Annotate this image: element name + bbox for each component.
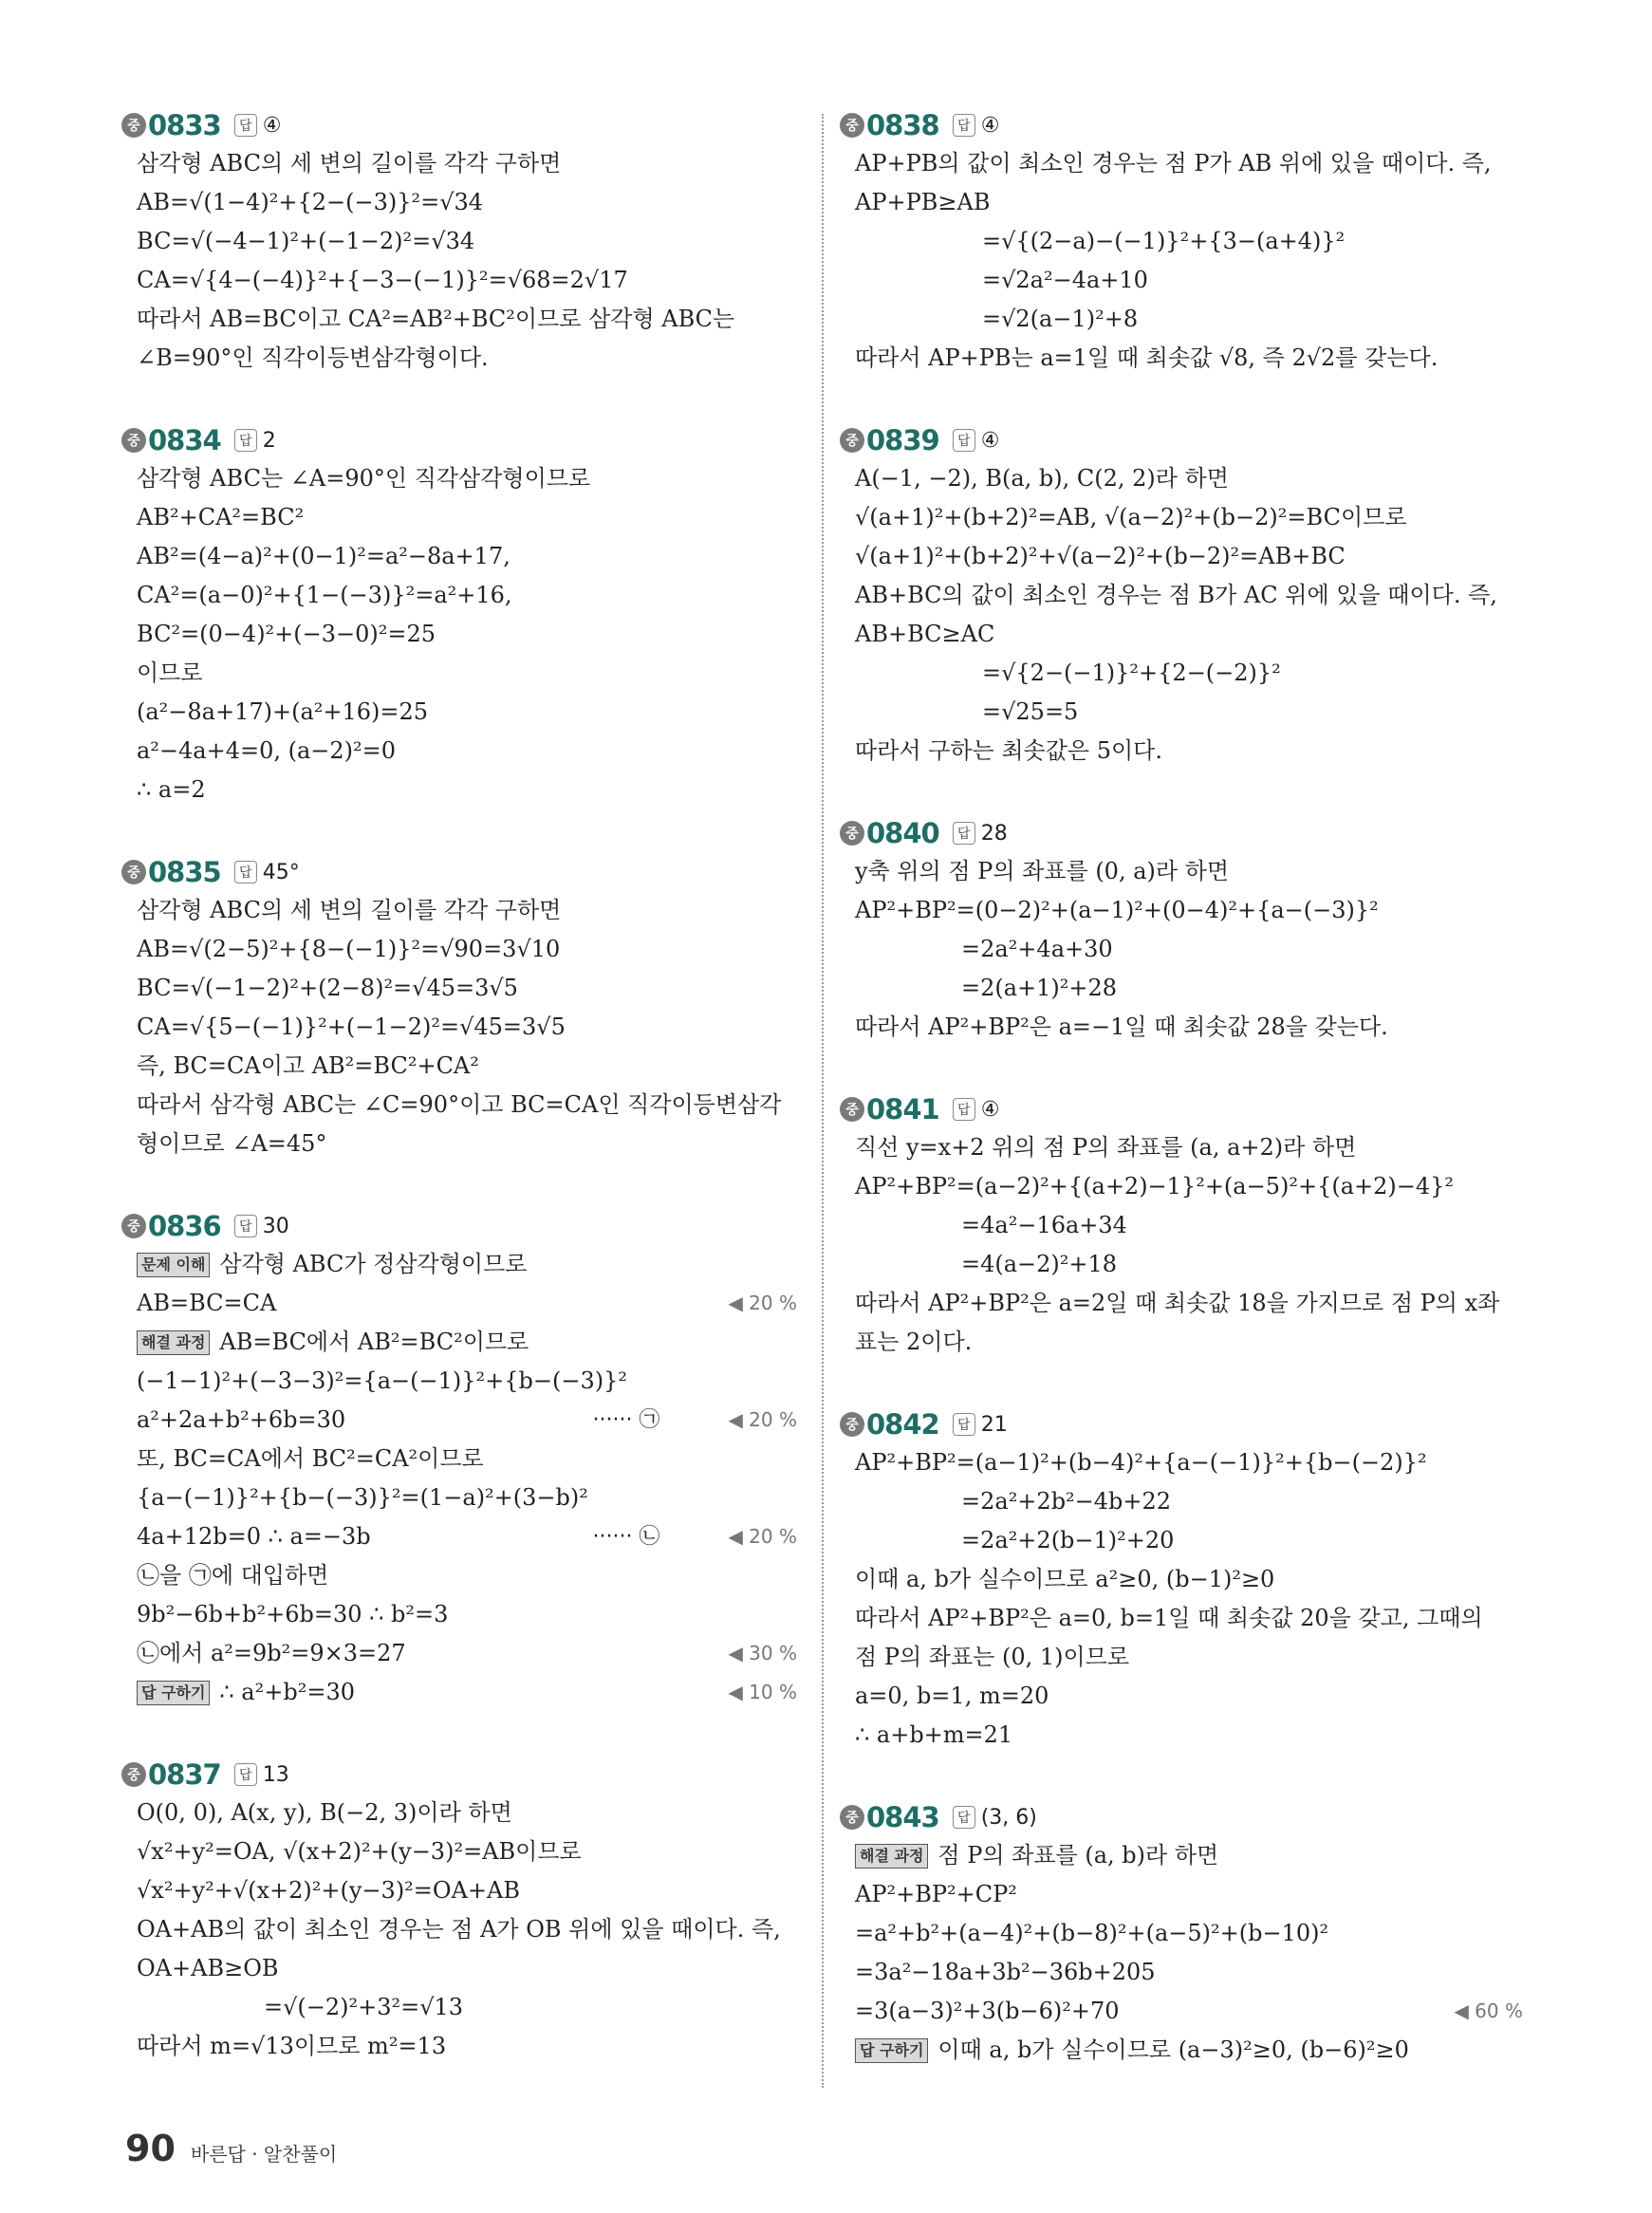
- solution-line: [121, 654, 797, 693]
- problem-header: [121, 1756, 797, 1794]
- solution-line: [840, 969, 1523, 1008]
- solution-line: [840, 852, 1523, 891]
- problem-number: 0836: [148, 1210, 221, 1242]
- answer-label-box: 답: [234, 1215, 257, 1237]
- solution-text: =3a²−18a+3b²−36b+205: [855, 1959, 1156, 1985]
- solution-line: [121, 969, 797, 1008]
- solution-line: [840, 1599, 1523, 1638]
- answer-label-box: 답: [953, 1806, 975, 1829]
- solution-line: [840, 1323, 1523, 1362]
- solution-text: OA+AB의 값이 최소인 경우는 점 A가 OB 위에 있을 때이다. 즉,: [137, 1916, 781, 1943]
- solution-line: [121, 1517, 797, 1556]
- answer-label-box: 답: [234, 429, 257, 452]
- difficulty-badge: 중: [121, 113, 146, 138]
- solution-line: [840, 1128, 1523, 1167]
- solution-line: [121, 300, 797, 339]
- problem-header: [121, 1207, 797, 1245]
- solution-text: =√2(a−1)²+8: [982, 306, 1139, 332]
- solution-text: (a²−8a+17)+(a²+16)=25: [137, 698, 429, 725]
- solution-text: 이므로: [137, 660, 203, 686]
- solution-text: OA+AB≥OB: [137, 1955, 279, 1981]
- solution-line: [840, 261, 1523, 300]
- solution-line: [121, 693, 797, 732]
- solution-line: [121, 1832, 797, 1871]
- solution-text: 또, BC=CA에서 BC²=CA²이므로: [137, 1445, 484, 1472]
- solution-line: [840, 1914, 1523, 1953]
- problem-0837: [121, 1756, 797, 2066]
- solution-line: [121, 1910, 797, 1949]
- answer-value: 13: [262, 1762, 289, 1787]
- solution-text: =3(a−3)²+3(b−6)²+70: [855, 1998, 1120, 2024]
- solution-text: 삼각형 ABC의 세 변의 길이를 각각 구하면: [137, 897, 562, 923]
- difficulty-badge: 중: [840, 1412, 864, 1437]
- solution-line: [121, 1047, 797, 1086]
- solution-text: ∴ a²+b²=30: [219, 1679, 355, 1705]
- difficulty-badge: 중: [840, 821, 864, 846]
- solution-line: [121, 1284, 797, 1323]
- solution-text: ㉡에서 a²=9b²=9×3=27: [137, 1640, 406, 1666]
- problem-number: 0835: [148, 856, 221, 888]
- answer-value: ④: [980, 428, 1000, 453]
- solution-text: 따라서 삼각형 ABC는 ∠C=90°이고 BC=CA인 직각이등변삼각: [137, 1091, 782, 1118]
- answer-value: ④: [980, 113, 1000, 138]
- solution-line: [121, 144, 797, 183]
- solution-line: [121, 1008, 797, 1047]
- solution-text: ∠B=90°인 직각이등변삼각형이다.: [137, 344, 489, 371]
- column-divider: [822, 114, 824, 2088]
- solution-text: BC=√(−4−1)²+(−1−2)²=√34: [137, 228, 475, 254]
- solution-line: [121, 1125, 797, 1163]
- solution-line: [840, 693, 1523, 732]
- solution-line: [121, 1949, 797, 1988]
- solution-text: =4(a−2)²+18: [961, 1251, 1118, 1277]
- left-column: [121, 106, 797, 2110]
- solution-line: [121, 1556, 797, 1595]
- solution-line: [121, 1401, 797, 1440]
- problem-number: 0839: [866, 424, 939, 456]
- solution-text: ㉡을 ㉠에 대입하면: [137, 1562, 329, 1589]
- solution-line: [121, 537, 797, 576]
- answer-value: 45°: [262, 860, 300, 884]
- solution-line: [121, 1871, 797, 1910]
- solution-line: [840, 1677, 1523, 1716]
- solution-line: [840, 222, 1523, 261]
- problem-header: [840, 1090, 1523, 1128]
- solution-line: [121, 1086, 797, 1125]
- solution-text: =√25=5: [982, 698, 1079, 725]
- problem-header: [121, 853, 797, 891]
- score-percent: ◀ 60 %: [1454, 1999, 1523, 2022]
- solution-line: [840, 654, 1523, 693]
- solution-text: 즉, BC=CA이고 AB²=BC²+CA²: [137, 1052, 479, 1079]
- solution-text: AB²=(4−a)²+(0−1)²=a²−8a+17,: [137, 543, 510, 569]
- answer-label-box: 답: [953, 114, 975, 137]
- problem-0841: [840, 1090, 1523, 1362]
- solution-line: [121, 771, 797, 809]
- problem-header: [840, 106, 1523, 144]
- solution-line: [121, 1794, 797, 1832]
- problem-0839: [840, 421, 1523, 771]
- solution-text: AP+PB의 값이 최소인 경우는 점 P가 AB 위에 있을 때이다. 즉,: [855, 150, 1492, 177]
- solution-text: AB+BC≥AC: [855, 621, 995, 647]
- solution-line: [840, 183, 1523, 222]
- solution-line: [121, 1440, 797, 1478]
- problem-header: [840, 814, 1523, 852]
- answer-value: ④: [262, 113, 282, 138]
- solution-line: [121, 339, 797, 378]
- solution-text: 따라서 AP²+BP²은 a=0, b=1일 때 최솟값 20을 갖고, 그때의: [855, 1605, 1483, 1631]
- answer-value: ④: [980, 1097, 1000, 1122]
- problem-0834: [121, 421, 797, 809]
- solution-text: =√(−2)²+3²=√13: [264, 1994, 464, 2020]
- solution-text: a²−4a+4=0, (a−2)²=0: [137, 737, 397, 764]
- solution-text: AB=BC에서 AB²=BC²이므로: [219, 1329, 529, 1355]
- difficulty-badge: 중: [840, 428, 864, 453]
- book-title: 바른답 · 알찬풀이: [190, 2143, 338, 2166]
- solution-text: =√{(2−a)−(−1)}²+{3−(a+4)}²: [982, 228, 1346, 254]
- answer-label-box: 답: [953, 429, 975, 452]
- solution-text: 따라서 구하는 최솟값은 5이다.: [855, 737, 1162, 764]
- answer-label-box: 답: [953, 822, 975, 845]
- problem-header: [840, 421, 1523, 459]
- answer-label-box: 답: [234, 114, 257, 137]
- problem-0833: [121, 106, 797, 378]
- difficulty-badge: 중: [121, 1214, 146, 1238]
- solution-text: {a−(−1)}²+{b−(−3)}²=(1−a)²+(3−b)²: [137, 1484, 588, 1511]
- solution-text: 이때 a, b가 실수이므로 (a−3)²≥0, (b−6)²≥0: [937, 2036, 1409, 2063]
- problem-number: 0843: [866, 1801, 939, 1833]
- difficulty-badge: 중: [121, 860, 146, 884]
- solution-line: [121, 261, 797, 300]
- solution-text: AB=√(1−4)²+{2−(−3)}²=√34: [137, 189, 484, 215]
- solution-line: [840, 1716, 1523, 1755]
- right-column: [840, 106, 1523, 2113]
- solution-line: [121, 930, 797, 969]
- solution-text: √x²+y²=OA, √(x+2)²+(y−3)²=AB이므로: [137, 1838, 582, 1865]
- solution-line: [840, 339, 1523, 378]
- solution-line: [121, 615, 797, 654]
- solution-text: AP²+BP²=(a−2)²+{(a+2)−1}²+(a−5)²+{(a+2)−4}²: [855, 1173, 1455, 1199]
- solution-text: =√{2−(−1)}²+{2−(−2)}²: [982, 660, 1281, 686]
- solution-line: [840, 930, 1523, 969]
- solution-text: 이때 a, b가 실수이므로 a²≥0, (b−1)²≥0: [855, 1566, 1275, 1592]
- problem-0838: [840, 106, 1523, 378]
- problem-0840: [840, 814, 1523, 1047]
- solution-line: [121, 222, 797, 261]
- solution-line: [121, 183, 797, 222]
- solution-line: [121, 1245, 797, 1284]
- solution-text: 9b²−6b+b²+6b=30 ∴ b²=3: [137, 1601, 449, 1627]
- score-percent: ◀ 20 %: [728, 1292, 797, 1314]
- solution-text: 따라서 m=√13이므로 m²=13: [137, 2033, 447, 2059]
- difficulty-badge: 중: [121, 428, 146, 453]
- score-percent: ◀ 20 %: [728, 1525, 797, 1548]
- solution-line: [840, 1482, 1523, 1521]
- solution-text: A(−1, −2), B(a, b), C(2, 2)라 하면: [855, 465, 1229, 492]
- solution-line: [840, 498, 1523, 537]
- solution-line: [840, 1875, 1523, 1914]
- solution-line: [840, 1443, 1523, 1482]
- problem-number: 0841: [866, 1093, 939, 1125]
- step-tag: 해결 과정: [137, 1330, 210, 1355]
- score-percent: ◀ 10 %: [728, 1681, 797, 1703]
- solution-text: (−1−1)²+(−3−3)²={a−(−1)}²+{b−(−3)}²: [137, 1367, 627, 1394]
- answer-label-box: 답: [234, 1763, 257, 1786]
- problem-header: [121, 421, 797, 459]
- solution-text: AP²+BP²=(a−1)²+(b−4)²+{a−(−1)}²+{b−(−2)}²: [855, 1449, 1427, 1476]
- solution-line: [121, 1988, 797, 2027]
- solution-text: ∴ a=2: [137, 776, 206, 803]
- solution-text: =a²+b²+(a−4)²+(b−8)²+(a−5)²+(b−10)²: [855, 1920, 1329, 1946]
- solution-text: AP²+BP²=(0−2)²+(a−1)²+(0−4)²+{a−(−3)}²: [855, 897, 1379, 923]
- solution-line: [121, 1323, 797, 1362]
- solution-line: [121, 498, 797, 537]
- difficulty-badge: 중: [840, 1097, 864, 1122]
- solution-text: 표는 2이다.: [855, 1329, 973, 1355]
- answer-value: 28: [980, 821, 1008, 846]
- solution-line: [840, 1638, 1523, 1677]
- solution-line: [840, 576, 1523, 615]
- solution-line: [840, 891, 1523, 930]
- solution-line: [840, 615, 1523, 654]
- solution-line: [840, 1008, 1523, 1047]
- solution-line: [840, 537, 1523, 576]
- solution-text: √(a+1)²+(b+2)²=AB, √(a−2)²+(b−2)²=BC이므로: [855, 504, 1407, 530]
- solution-text: ∴ a+b+m=21: [855, 1721, 1013, 1748]
- answer-label-box: 답: [234, 861, 257, 883]
- solution-line: [121, 1595, 797, 1634]
- solution-text: 형이므로 ∠A=45°: [137, 1130, 327, 1157]
- answer-value: 30: [262, 1214, 289, 1238]
- solution-line: [840, 732, 1523, 771]
- solution-line: [840, 2031, 1523, 2070]
- answer-value: (3, 6): [980, 1805, 1037, 1830]
- solution-line: [121, 1673, 797, 1712]
- solution-text: AB=BC=CA: [137, 1290, 277, 1316]
- solution-text: 따라서 AP+PB는 a=1일 때 최솟값 √8, 즉 2√2를 갖는다.: [855, 344, 1439, 371]
- solution-line: [121, 732, 797, 771]
- solution-text: AB+BC의 값이 최소인 경우는 점 B가 AC 위에 있을 때이다. 즉,: [855, 582, 1497, 608]
- solution-text: √x²+y²+√(x+2)²+(y−3)²=OA+AB: [137, 1877, 520, 1904]
- answer-label-box: 답: [953, 1413, 975, 1436]
- solution-text: 직선 y=x+2 위의 점 P의 좌표를 (a, a+2)라 하면: [855, 1134, 1357, 1161]
- score-percent: ◀ 20 %: [728, 1408, 797, 1431]
- solution-line: [840, 144, 1523, 183]
- solution-text: =2a²+2(b−1)²+20: [961, 1527, 1175, 1553]
- problem-0835: [121, 853, 797, 1163]
- solution-text: 4a+12b=0 ∴ a=−3b: [137, 1523, 371, 1550]
- solution-text: √(a+1)²+(b+2)²+√(a−2)²+(b−2)²=AB+BC: [855, 543, 1346, 569]
- solution-text: 따라서 AB=BC이고 CA²=AB²+BC²이므로 삼각형 ABC는: [137, 306, 735, 332]
- step-tag: 해결 과정: [855, 1844, 928, 1869]
- equation-marker: ······ ㉡: [592, 1525, 660, 1549]
- page-footer: [125, 2128, 337, 2169]
- solution-line: [840, 459, 1523, 498]
- solution-line: [121, 1478, 797, 1517]
- problem-number: 0834: [148, 424, 221, 456]
- solution-text: CA=√{5−(−1)}²+(−1−2)²=√45=3√5: [137, 1014, 566, 1040]
- problem-0842: [840, 1405, 1523, 1755]
- solution-line: [840, 1167, 1523, 1206]
- solution-line: [840, 1206, 1523, 1245]
- solution-line: [840, 1521, 1523, 1560]
- solution-text: a=0, b=1, m=20: [855, 1683, 1049, 1709]
- score-percent: ◀ 30 %: [728, 1642, 797, 1664]
- step-tag: 답 구하기: [855, 2038, 928, 2063]
- solution-line: [121, 2027, 797, 2066]
- answer-value: 2: [262, 428, 276, 453]
- solution-text: AP+PB≥AB: [855, 189, 991, 215]
- solution-line: [121, 576, 797, 615]
- problem-0843: [840, 1798, 1523, 2070]
- problem-number: 0840: [866, 817, 939, 849]
- problem-header: [840, 1798, 1523, 1836]
- solution-line: [840, 1560, 1523, 1599]
- solution-text: CA²=(a−0)²+{1−(−3)}²=a²+16,: [137, 582, 512, 608]
- answer-value: 21: [980, 1412, 1008, 1437]
- solution-text: 삼각형 ABC가 정삼각형이므로: [219, 1251, 528, 1277]
- page-number: 90: [125, 2128, 176, 2169]
- solution-line: [840, 1245, 1523, 1284]
- solution-text: AP²+BP²+CP²: [855, 1881, 1017, 1907]
- solution-text: 삼각형 ABC의 세 변의 길이를 각각 구하면: [137, 150, 562, 177]
- solution-text: BC=√(−1−2)²+(2−8)²=√45=3√5: [137, 975, 518, 1001]
- solution-text: 따라서 AP²+BP²은 a=2일 때 최솟값 18을 가지므로 점 P의 x좌: [855, 1290, 1500, 1316]
- solution-line: [121, 459, 797, 498]
- difficulty-badge: 중: [840, 113, 864, 138]
- solution-line: [121, 891, 797, 930]
- answer-label-box: 답: [953, 1098, 975, 1121]
- solution-text: =2(a+1)²+28: [961, 975, 1118, 1001]
- solution-line: [121, 1362, 797, 1401]
- solution-text: =2a²+2b²−4b+22: [961, 1488, 1172, 1515]
- difficulty-badge: 중: [840, 1805, 864, 1830]
- difficulty-badge: 중: [121, 1762, 146, 1787]
- equation-marker: ······ ㉠: [592, 1408, 660, 1432]
- solution-text: 삼각형 ABC는 ∠A=90°인 직각삼각형이므로: [137, 465, 591, 492]
- solution-line: [840, 1284, 1523, 1323]
- problem-number: 0838: [866, 109, 939, 141]
- problem-number: 0837: [148, 1758, 221, 1791]
- problem-number: 0833: [148, 109, 221, 141]
- solution-text: CA=√{4−(−4)}²+{−3−(−1)}²=√68=2√17: [137, 267, 628, 293]
- solution-text: AB=√(2−5)²+{8−(−1)}²=√90=3√10: [137, 936, 561, 962]
- step-tag: 답 구하기: [137, 1681, 210, 1705]
- solution-text: =4a²−16a+34: [961, 1212, 1127, 1238]
- solution-text: BC²=(0−4)²+(−3−0)²=25: [137, 621, 436, 647]
- solution-text: O(0, 0), A(x, y), B(−2, 3)이라 하면: [137, 1799, 512, 1826]
- solution-line: [840, 1992, 1523, 2031]
- solution-text: =√2a²−4a+10: [982, 267, 1148, 293]
- problem-number: 0842: [866, 1408, 939, 1441]
- problem-header: [840, 1405, 1523, 1443]
- solution-text: 점 P의 좌표를 (a, b)라 하면: [937, 1842, 1219, 1869]
- solution-line: [840, 1953, 1523, 1992]
- solution-text: 점 P의 좌표는 (0, 1)이므로: [855, 1644, 1130, 1670]
- solution-text: a²+2a+b²+6b=30: [137, 1406, 346, 1433]
- solution-text: AB²+CA²=BC²: [137, 504, 305, 530]
- solution-text: =2a²+4a+30: [961, 936, 1113, 962]
- problem-0836: [121, 1207, 797, 1712]
- solution-line: [840, 1836, 1523, 1875]
- solution-line: [840, 300, 1523, 339]
- solution-line: [121, 1634, 797, 1673]
- solution-text: 따라서 AP²+BP²은 a=−1일 때 최솟값 28을 갖는다.: [855, 1014, 1388, 1040]
- step-tag: 문제 이해: [137, 1253, 210, 1277]
- solution-text: y축 위의 점 P의 좌표를 (0, a)라 하면: [855, 858, 1230, 884]
- problem-header: [121, 106, 797, 144]
